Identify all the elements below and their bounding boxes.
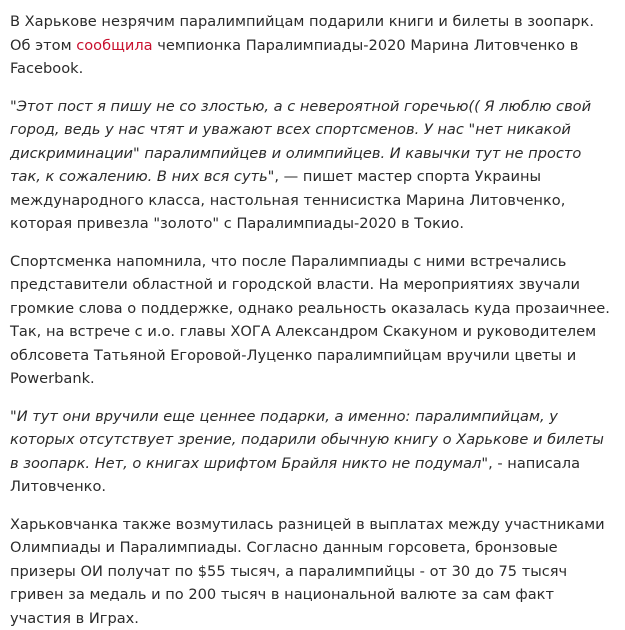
paragraph-intro <box>10 10 615 81</box>
intro-text-after: чемпионка Паралимпиады-2020 Марина Литовченко в Facebook. <box>10 37 578 78</box>
quote-text: "Этот пост я пишу не со злостью, а с невероятной горечью(( Я люблю свой город, ведь у нас чтят и уважают всех спортсменов. У нас "нет никакой дискриминации" паралимпийцев и олимпийцев. И кавычки тут не просто так, к сожалению. В них вся суть" <box>10 98 591 186</box>
quote-attribution: , - написала Литовченко. <box>10 455 580 496</box>
quote-attribution: , — пишет мастер спорта Украины международного класса, настольная теннисистка Марина Литовченко, которая привезла "золото" с Паралимпиады-2020 в Токио. <box>10 168 565 232</box>
paragraph-payments: Харьковчанка также возмутилась разницей в выплатах между участниками Олимпиады и Паралимпиады. Согласно данным горсовета, бронзовые призеры ОИ получат по $55 тысяч, а паралимпийцы - от 30 до 75 тысяч гривен за медаль и по 200 тысяч в национальной валюте за сам факт участия в Играх. <box>10 513 615 630</box>
intro-text-before: В Харькове незрячим паралимпийцам подарили книги и билеты в зоопарк. Об этом <box>10 13 594 54</box>
quote-text: "И тут они вручили еще ценнее подарки, а именно: паралимпийцам, у которых отсутствует зрение, подарили обычную книгу о Харькове и билеты в зоопарк. Нет, о книгах шрифтом Брайля никто не подумал" <box>10 408 604 472</box>
paragraph-quote-post <box>10 95 615 236</box>
source-link[interactable]: сообщила <box>76 37 152 54</box>
paragraph-meeting: Спортсменка напомнила, что после Паралимпиады с ними встречались представители областной и городской власти. На мероприятиях звучали громкие слова о поддержке, однако реальность оказалась куда прозаичнее. Так, на встрече с и.о. главы ХОГА Александром Скакуном и руководителем облсовета Татьяной Егоровой-Луценко паралимпийцам вручили цветы и Powerbank. <box>10 250 615 391</box>
paragraph-quote-gifts <box>10 405 615 499</box>
